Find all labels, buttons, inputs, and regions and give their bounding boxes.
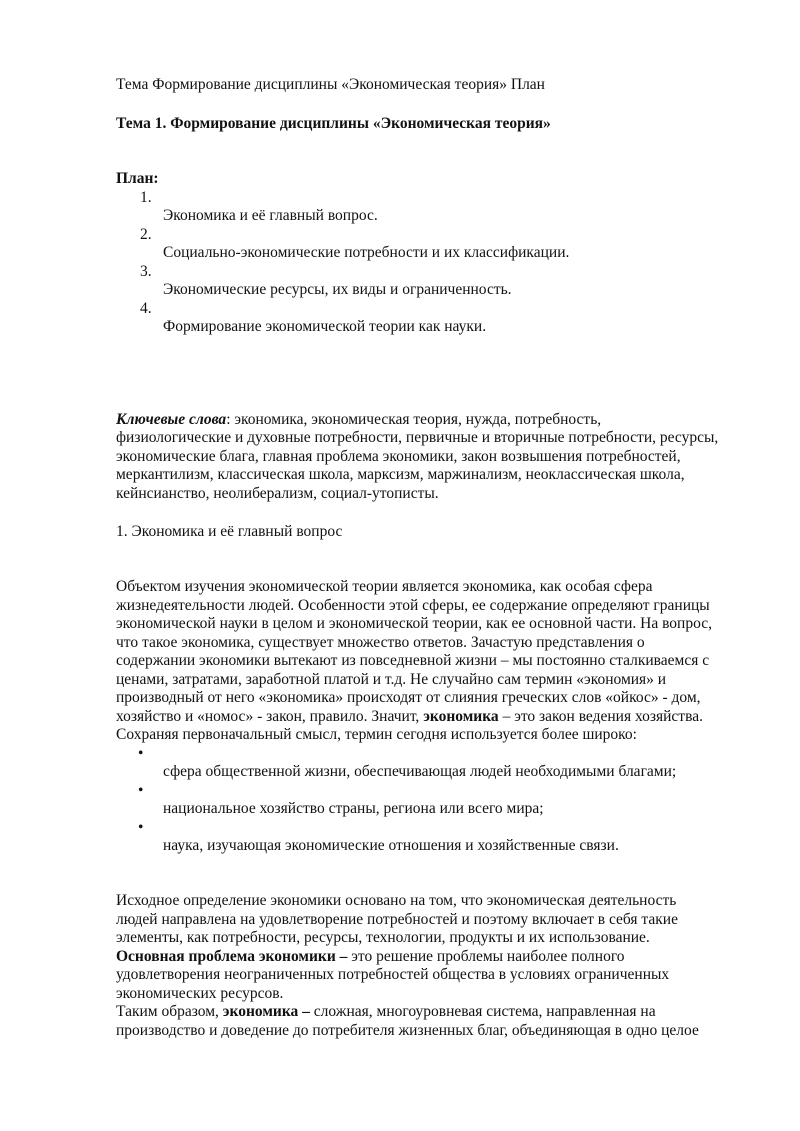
- paragraph-line: содержании экономики вытекают из повседневной жизни – мы постоянно сталкиваемся с: [116, 652, 710, 669]
- bullet-dot: •: [138, 782, 144, 799]
- header-line: Тема Формирование дисциплины «Экономическая теория» План: [116, 76, 545, 93]
- paragraph-line: экономических ресурсов.: [116, 985, 284, 1002]
- paragraph-line: жизнедеятельности людей. Особенности этой сферы, ее содержание определяют границы: [116, 597, 710, 614]
- bullet-dot: •: [138, 819, 144, 836]
- bold-term-economics: экономика: [423, 708, 499, 725]
- bullet-text: сфера общественной жизни, обеспечивающая людей необходимыми благами;: [163, 763, 677, 780]
- text-run: Таким образом,: [116, 1003, 223, 1020]
- plan-heading: План:: [116, 170, 159, 187]
- keywords-text: : экономика, экономическая теория, нужда, потребность,: [226, 411, 602, 428]
- paragraph-line: элементы, как потребности, ресурсы, технологии, продукты и их использование.: [116, 929, 650, 946]
- keywords-line: кейнсианство, неолиберализм, социал-утописты.: [116, 485, 439, 502]
- plan-item-text: Социально-экономические потребности и их классификации.: [163, 244, 570, 261]
- paragraph-line: Объектом изучения экономической теории является экономика, как особая сфера: [116, 578, 653, 595]
- text-run: сложная, многоуровневая система, направленная на: [309, 1003, 656, 1020]
- plan-item-number: 1.: [140, 189, 152, 206]
- keywords-line: физиологические и духовные потребности, первичные и вторичные потребности, ресурсы,: [116, 429, 719, 446]
- plan-item-text: Экономические ресурсы, их виды и ограниченность.: [163, 281, 512, 298]
- text-run: хозяйство и «номос» - закон, правило. Значит,: [116, 708, 424, 725]
- plan-item-number: 4.: [140, 300, 152, 317]
- paragraph-line: [116, 1003, 656, 1021]
- paragraph-line: Сохраняя первоначальный смысл, термин сегодня используется более широко:: [116, 726, 637, 743]
- keywords-label: Ключевые слова: [116, 411, 227, 428]
- plan-item-text: Формирование экономической теории как науки.: [163, 318, 487, 335]
- paragraph-line: [116, 708, 703, 726]
- paragraph-line: производство и доведение до потребителя жизненных благ, объединяющая в одно целое: [116, 1022, 699, 1039]
- paragraph-line: [116, 948, 625, 966]
- text-run: это решение проблемы наиболее полного: [347, 948, 625, 965]
- bullet-text: национальное хозяйство страны, региона или всего мира;: [163, 800, 544, 817]
- bullet-text: наука, изучающая экономические отношения и хозяйственные связи.: [163, 837, 619, 854]
- paragraph-line: ценами, затратами, заработной платой и т.д. Не случайно сам термин «экономия» и: [116, 671, 667, 688]
- plan-item-number: 3.: [140, 263, 152, 280]
- keywords-line: меркантилизм, классическая школа, марксизм, маржинализм, неоклассическая школа,: [116, 466, 685, 483]
- paragraph-line: что такое экономика, существует множество ответов. Зачастую представления о: [116, 634, 645, 651]
- text-run: – это закон ведения хозяйства.: [498, 708, 703, 725]
- bold-term-main-problem: Основная проблема экономики –: [116, 948, 348, 965]
- topic-title: Тема 1. Формирование дисциплины «Экономическая теория»: [116, 115, 551, 132]
- paragraph-line: людей направлена на удовлетворение потребностей и поэтому включает в себя такие: [116, 911, 678, 928]
- keywords-line: [116, 411, 601, 429]
- plan-item-text: Экономика и её главный вопрос.: [163, 207, 378, 224]
- plan-item-number: 2.: [140, 226, 152, 243]
- section-heading: 1. Экономика и её главный вопрос: [116, 523, 343, 540]
- keywords-line: экономические блага, главная проблема экономики, закон возвышения потребностей,: [116, 448, 681, 465]
- bold-term-economics-2: экономика –: [222, 1003, 310, 1020]
- paragraph-line: удовлетворения неограниченных потребностей общества в условиях ограниченных: [116, 966, 670, 983]
- paragraph-line: производный от него «экономика» происходят от слияния греческих слов «ойкос» - дом,: [116, 689, 701, 706]
- paragraph-line: Исходное определение экономики основано на том, что экономическая деятельность: [116, 892, 677, 909]
- paragraph-line: экономической науки в целом и экономической теории, как ее основной части. На вопрос,: [116, 615, 712, 632]
- bullet-dot: •: [138, 745, 144, 762]
